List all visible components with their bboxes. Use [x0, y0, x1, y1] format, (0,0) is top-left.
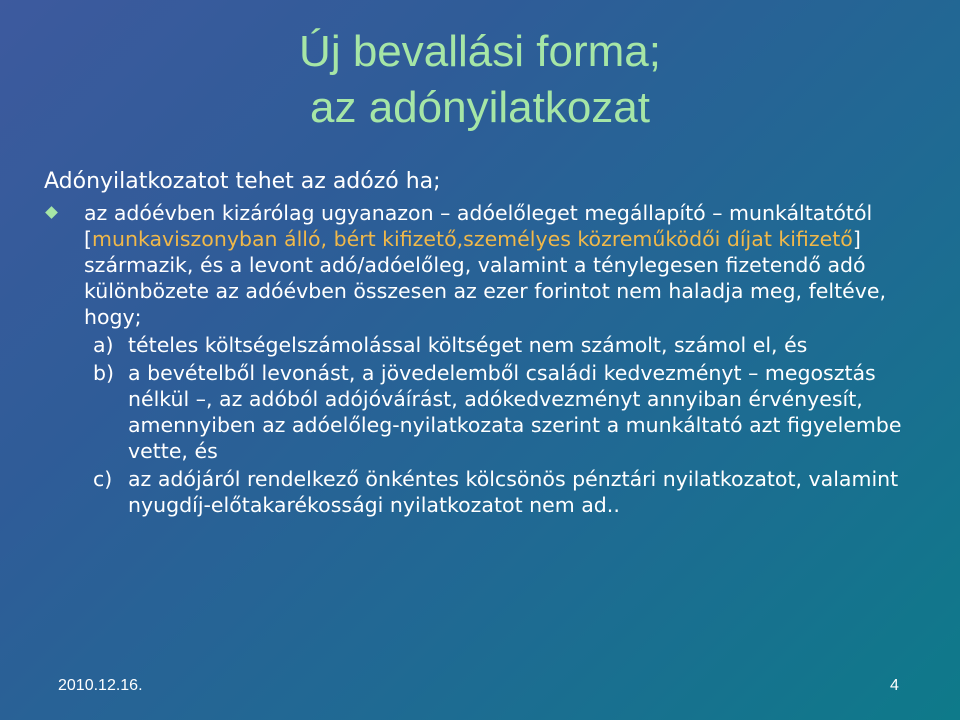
sub-item-b	[44, 360, 924, 464]
bullet-text-part2: ] származik, és a levont adó/adóelőleg, valamint a ténylegesen fizetendő adó különbözete az adóévben összesen az ezer forintot nem haladja meg, feltéve, hogy;	[84, 227, 887, 329]
sub-item-label: a)	[93, 333, 114, 357]
sub-item-c	[44, 466, 924, 518]
sub-item-text: tételes költségelszámolással költséget nem számolt, számol el, és	[128, 333, 808, 357]
slide-body	[44, 168, 924, 518]
page-number: 4	[890, 677, 899, 694]
bullet-highlight: munkaviszonyban álló, bért kifizető,személyes közreműködői díjat kifizető	[92, 227, 853, 251]
intro-text: Adónyilatkozatot tehet az adózó ha;	[44, 169, 441, 194]
footer-date: 2010.12.16.	[58, 677, 143, 694]
diamond-bullet-icon	[45, 206, 58, 219]
sub-item-text: a bevételből levonást, a jövedelemből családi kedvezményt – megosztás nélkül –, az adóból adójóváírást, adókedvezményt annyiban érvényesít, amennyiben az adóelőleg-nyilatkozata szerint a munkáltató azt figyelembe vette, és	[128, 361, 902, 463]
bullet-text-part1: az adóévben kizárólag ugyanazon – adóelőleget megállapító – munkáltatótól [	[84, 201, 873, 251]
sub-item-a	[44, 332, 924, 358]
bullet-item	[44, 200, 924, 330]
title-line-1: Új bevallási forma;	[299, 27, 661, 76]
title-line-2: az adónyilatkozat	[310, 83, 650, 132]
sub-item-label: b)	[93, 361, 115, 385]
sub-item-label: c)	[93, 467, 113, 491]
sub-item-text: az adójáról rendelkező önkéntes kölcsönös pénztári nyilatkozatot, valamint nyugdíj-előtakarékossági nyilatkozatot nem ad..	[128, 467, 899, 517]
slide-title	[0, 24, 960, 136]
